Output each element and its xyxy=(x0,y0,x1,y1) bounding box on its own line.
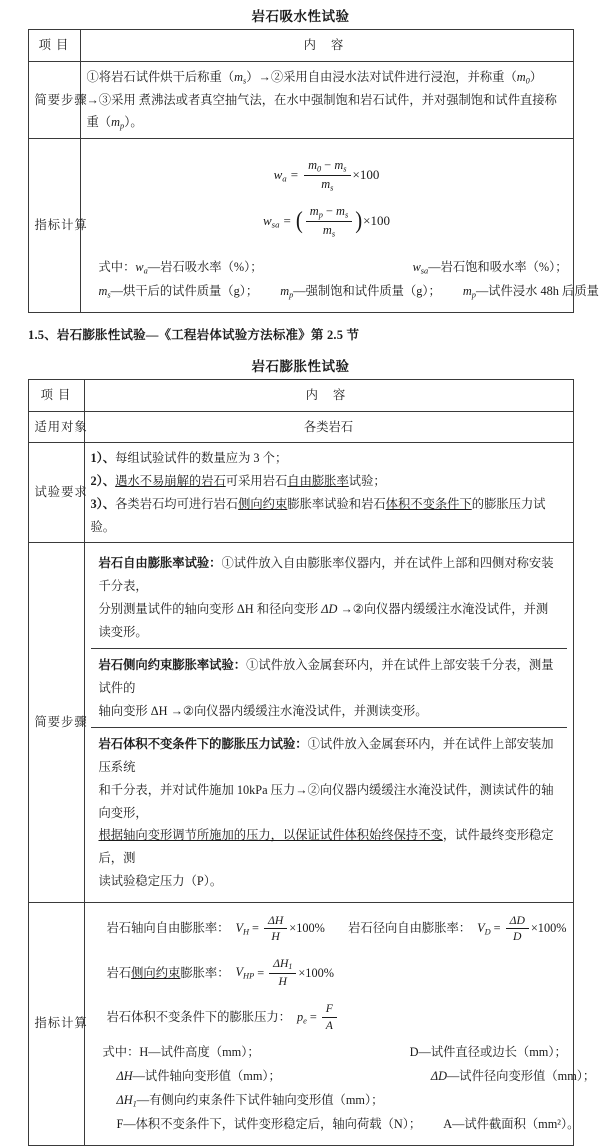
document-page xyxy=(0,5,601,1132)
notation-line-1: 式中：H—试件高度（mm）； D—试件直径或边长（mm）； xyxy=(102,1045,567,1060)
block3-line-4: 读试验稳定压力（P）。 xyxy=(98,873,223,888)
requirement-item-3: 3）、各类岩石均可进行岩石侧向约束膨胀率试验和岩石体积不变条件下的膨胀压力试验。 xyxy=(90,496,546,534)
formula-row-axial-radial xyxy=(91,907,567,951)
table2-notation-list xyxy=(91,1039,596,1141)
table-row-requirements xyxy=(28,443,573,543)
requirement-item-1: 1）、每组试验试件的数量应为 3 个； xyxy=(90,451,288,466)
paren-open: ( xyxy=(295,207,303,234)
table-row-header xyxy=(28,379,573,411)
formula-vhp-label: 岩石侧向约束膨胀率： xyxy=(106,965,230,980)
table2-header-content: 内 容 xyxy=(84,379,573,411)
table1-calc-content xyxy=(80,139,599,313)
rock-swelling-test-table xyxy=(28,379,596,1146)
applicable-label: 适用对象 xyxy=(28,411,84,443)
applicable-value: 各类岩石 xyxy=(84,411,573,443)
steps-block-list xyxy=(91,547,567,897)
table2-header-item: 项 目 xyxy=(28,379,84,411)
symbol-m0: $m_0$ xyxy=(516,69,530,86)
block3-line-2: 和千分表，并对试件施加 10kPa 压力→②向仪器内缓缓注水淹没试件，测读试件的轴向变形， xyxy=(98,782,554,820)
step-block-free-swelling xyxy=(91,547,567,649)
formula-group xyxy=(87,143,567,254)
table1-steps-content xyxy=(80,61,573,138)
table-row-calc xyxy=(28,139,573,313)
requirements-label: 试验要求 xyxy=(28,443,84,543)
formula-pe-label: 岩石体积不变条件下的膨胀压力： xyxy=(106,1009,291,1024)
formula-pe: $p_e$ = $\frac{F}{A}$ xyxy=(297,1002,339,1032)
formula-vd: $V_D$ = $\frac{\Delta D}{D}$ ×100% xyxy=(477,913,567,944)
formula-row-pressure xyxy=(91,995,567,1039)
section-heading: 1.5、岩石膨胀性试验—《工程岩体试验方法标准》第 2.5 节 xyxy=(28,327,360,342)
notation-line-1: 式中：$w_a—$岩石吸水率（%）； $w_{sa}—$岩石饱和吸水率（%）； xyxy=(98,259,568,276)
notation-line-2: $m_s—$烘干后的试件质量（g）； $m_p—$强制饱和试件质量（g）； $m_p—$试件浸水 48h 后质量 xyxy=(98,283,599,300)
block2-line-2: 轴向变形 ΔH →②向仪器内缓缓注水淹没试件，并测读变形。 xyxy=(98,703,428,718)
table1-header-item: 项 目 xyxy=(28,30,80,62)
formula-vhp: $V_{HP}$ = $\frac{\Delta H_1}{H}$ ×100% xyxy=(235,957,334,988)
table-row-applicable xyxy=(28,411,573,443)
formula-vh-label: 岩石轴向自由膨胀率： xyxy=(106,921,230,936)
formula-row-lateral xyxy=(91,950,567,995)
table2-title: 岩石膨胀性试验 xyxy=(251,358,350,374)
block1-line-1: 岩石自由膨胀率试验：①试件放入自由膨胀率仪器内，并在试件上部和四侧对称安装千分表， xyxy=(98,556,554,594)
rock-water-absorption-table xyxy=(28,29,599,313)
notation-line-3: $\Delta H_1—$有侧向约束条件下试件轴向变形值（mm）； xyxy=(116,1093,384,1109)
table1-header-content: 内 容 xyxy=(80,30,573,62)
notation-line-2: ΔH—试件轴向变形值（mm）； ΔD—试件径向变形值（mm）； xyxy=(116,1069,596,1084)
table-row-header xyxy=(28,30,573,62)
steps-content xyxy=(84,543,573,902)
formula-vh: $V_H$ = $\frac{\Delta H}{H}$ ×100% xyxy=(235,913,325,944)
block2-line-1: 岩石侧向约束膨胀率试验：①试件放入金属套环内，并在试件上部安装千分表，测量试件的 xyxy=(98,658,554,695)
table1-steps-label: 简要步骤 xyxy=(28,61,80,138)
requirements-content xyxy=(84,443,573,543)
block1-line-2: 分别测量试件的轴向变形 ΔH 和径向变形 ΔD →②向仪器内缓缓注水淹没试件，并测读变形。 xyxy=(98,601,549,639)
symbol-ms: $m_s$ xyxy=(234,69,247,86)
table-row-steps xyxy=(28,543,573,902)
table-row-steps xyxy=(28,61,573,138)
requirement-item-2: 2）、遇水不易崩解的岩石可采用岩石自由膨胀率试验； xyxy=(90,474,386,489)
block3-line-1: 岩石体积不变条件下的膨胀压力试验：①试件放入金属套环内，并在试件上部安装加压系统 xyxy=(98,737,554,775)
table-row-calc xyxy=(28,902,573,1145)
step-block-lateral-constraint xyxy=(91,649,567,728)
formula-wa: $w_a$ = $\frac{m_0 - m_s}{m_s}$ ×100 xyxy=(273,158,380,193)
steps-line-1: ①将岩石试件烘干后称重$(m_s)\to ②$采用自由浸水法对试件进行浸泡，并称重$(m_0)\to ③$采用 xyxy=(86,69,543,107)
steps-label: 简要步骤 xyxy=(28,543,84,902)
steps-line-2: 煮沸法或者真空抽气法，在水中强制饱和岩石试件，并对强制饱和试件直接称重$(m_p)$。 xyxy=(86,92,557,131)
table1-calc-label: 指标计算 xyxy=(28,139,80,313)
notation-line-4: F—体积不变条件下，试件变形稳定后，轴向荷载（N）； A—试件截面积（mm²）。 xyxy=(116,1117,580,1132)
table2-calc-label: 指标计算 xyxy=(28,902,84,1145)
block3-line-3: 根据轴向变形调节所施加的压力，以保证试件体积始终保持不变，试件最终变形稳定后，测 xyxy=(98,828,554,866)
symbol-mp: $m_p$ xyxy=(111,115,125,131)
step-block-constant-volume xyxy=(91,728,567,897)
table1-title: 岩石吸水性试验 xyxy=(251,9,350,24)
table1-notation-list xyxy=(87,254,599,308)
table2-calc-content xyxy=(84,902,596,1145)
formula-vd-label: 岩石径向自由膨胀率： xyxy=(348,921,472,936)
paren-close: ) xyxy=(355,207,363,234)
formula-wsa: $w_{sa}$ = ( $\frac{m_p - m_s}{m_s}$ ) ×100 xyxy=(262,204,391,239)
